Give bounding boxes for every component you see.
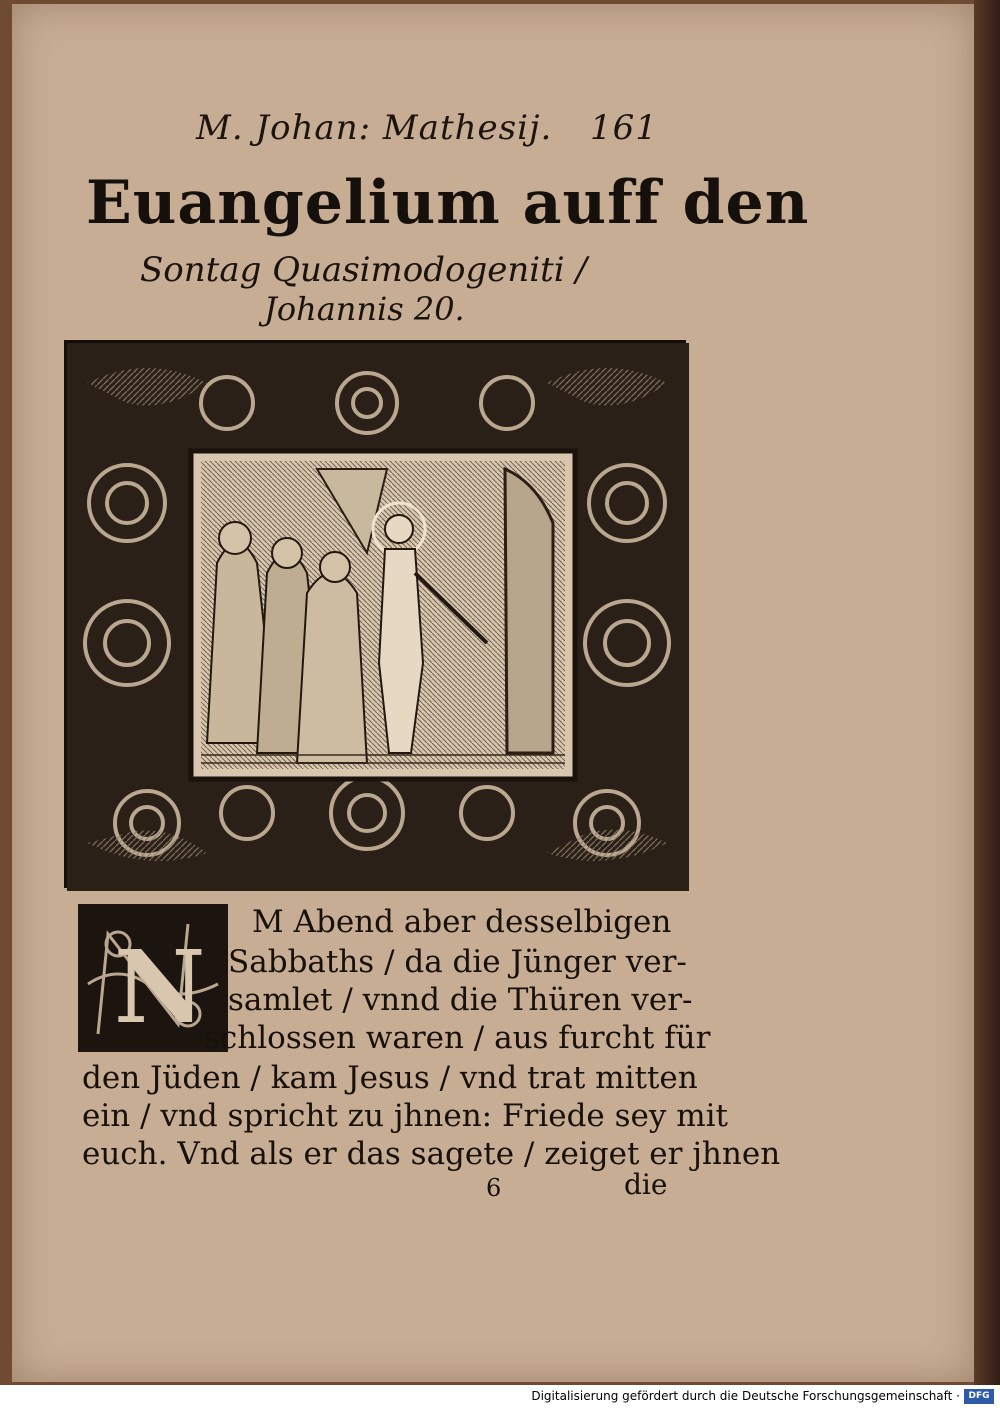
woodcut-drawing [67, 343, 689, 891]
body-line: samlet / vnnd die Thüren ver- [228, 982, 693, 1018]
body-line: ein / vnd spricht zu jhnen: Friede sey mit [82, 1098, 729, 1134]
signature-mark: 6 [486, 1174, 502, 1202]
dfg-logo-icon: DFG [964, 1389, 994, 1404]
body-line: Sabbaths / da die Jünger ver- [228, 944, 687, 980]
page-title: Euangelium auff den [86, 168, 810, 238]
subtitle: Sontag Quasimodogeniti / [140, 250, 587, 290]
subtitle-reference: Johannis 20. [264, 290, 465, 328]
page-edge [974, 0, 1000, 1385]
initial-letter: N [114, 928, 206, 1046]
footer-bar [0, 1385, 1000, 1412]
woodcut-illustration [64, 340, 686, 888]
body-line: den Jüden / kam Jesus / vnd trat mitten [82, 1060, 698, 1096]
body-line: M Abend aber desselbigen [252, 904, 672, 940]
body-line: schlossen waren / aus furcht für [204, 1020, 711, 1056]
page-number: 161 [590, 108, 658, 148]
running-head-text: M. Johan: Mathesij. [196, 108, 553, 148]
body-text [82, 888, 781, 1208]
footer-credit: Digitalisierung gefördert durch die Deutsche Forschungsgemeinschaft · [531, 1389, 960, 1403]
catchword: die [624, 1168, 668, 1201]
running-head [196, 108, 656, 152]
body-line: euch. Vnd als er das sagete / zeiget er jhnen [82, 1136, 781, 1172]
